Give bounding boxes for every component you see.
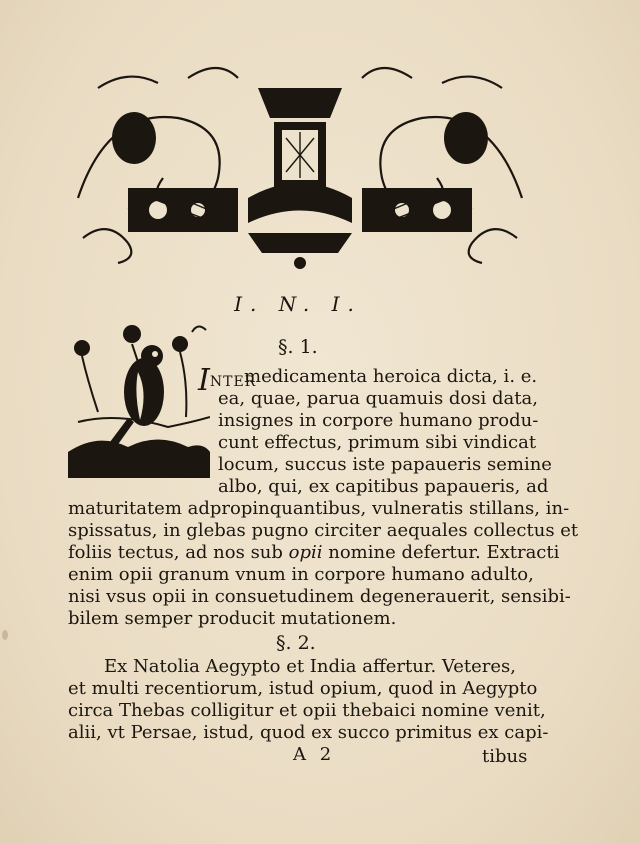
section-mark-2: §. 2.: [276, 632, 316, 654]
italic-opii: opii: [288, 542, 323, 563]
small-caps-nter: NTER: [209, 374, 257, 390]
ornamental-headpiece: [68, 48, 532, 270]
section-mark-1: §. 1.: [278, 336, 318, 358]
drop-cap-I: I: [198, 363, 210, 398]
heading: I. N. I.: [234, 292, 362, 316]
book-page: I. N. I. §. 1. INTER medicamenta heroica dicta, i. e. ea, quae, parua quamuis dosi data, insignes in corpore humano produ- cunt effectus, primum sibi vindicat locum, succus iste papaueris semine albo, qui, ex capitibus papaueris, ad maturitatem adpropinquantibus, vulneratis stillans, in- spissatus, in glebas pugno circiter aequales collectus et foliis tectus, ad nos sub opii nomine defertur. Extracti enim opii granum vnum in corpore humano adulto, nisi vsus opii in consuetudinem degenerauerit, sensibi- bilem semper producit mutationem. §. 2. Ex Natolia Aegypto et India affertur. Veteres, et multi recentiorum, istud opium, quod in Aegypto circa Thebas colligitur et opii thebaici nomine venit, alii, vt Persae, istud, quod ex succo primitus ex capi- A 2 tibus: [0, 0, 640, 844]
paper-blemish: [2, 630, 8, 640]
signature-mark: A 2: [293, 744, 336, 765]
catchword: tibus: [482, 746, 528, 767]
decorated-initial-bird: [68, 322, 210, 478]
